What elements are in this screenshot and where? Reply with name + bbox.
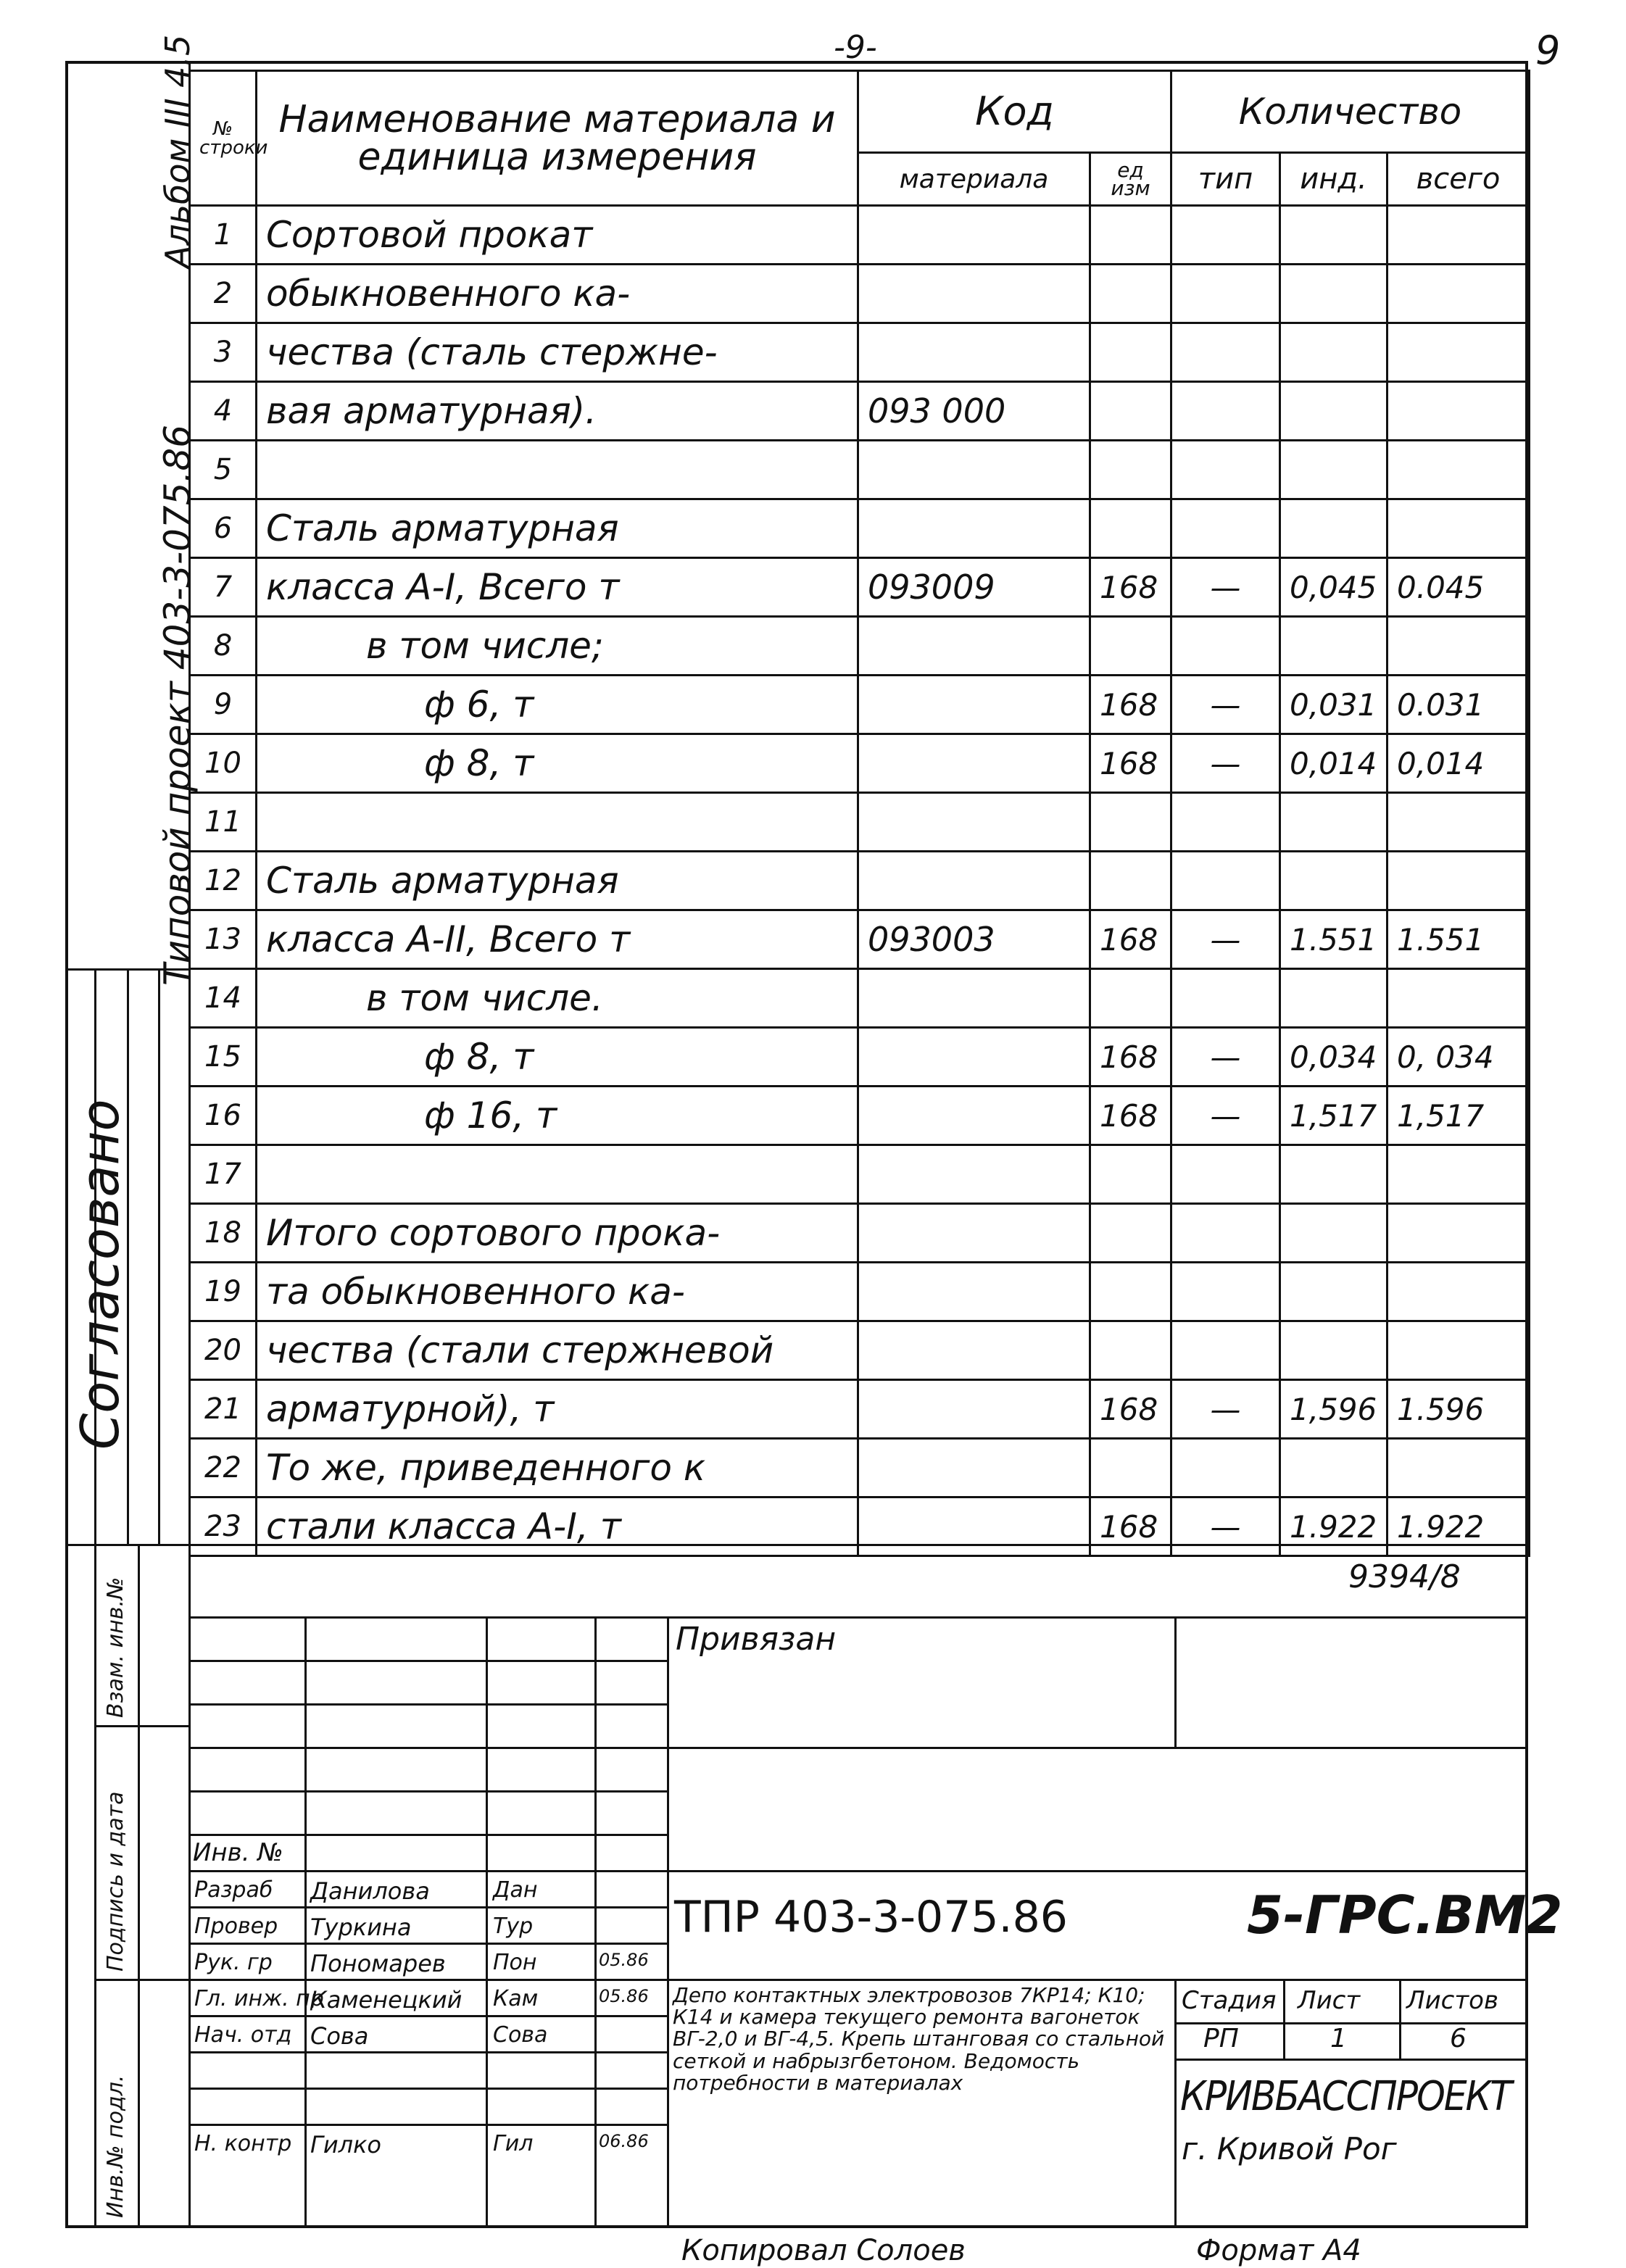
signature-role: Разраб [194,1877,273,1903]
row-number: 13 [190,910,257,969]
material-name: ф 16, т [257,1087,858,1145]
qty-type [1171,852,1280,910]
qty-type [1171,1439,1280,1498]
qty-total [1388,441,1530,499]
unit-code: 168 [1090,734,1171,793]
qty-ind: 0,031 [1280,676,1388,734]
city: г. Кривой Рог [1182,2131,1397,2167]
material-code: 093009 [858,558,1090,617]
qty-ind: 1.922 [1280,1498,1388,1556]
qty-total [1388,499,1530,558]
margin-line [65,1544,188,1546]
qty-total: 1.922 [1388,1498,1530,1556]
inv-replace-label: Взам. инв.№ [103,1577,128,1718]
qty-total: 0, 034 [1388,1028,1530,1087]
qty-ind [1280,323,1388,382]
row-number: 23 [190,1498,257,1556]
unit-code [1090,793,1171,852]
material-name: То же, приведенного к [257,1439,858,1498]
header-code-material: материала [858,153,1090,206]
material-code [858,1204,1090,1263]
signature-role: Н. контр [194,2131,292,2156]
signature-name: Данилова [310,1877,430,1905]
sheet-ref: 9394/8 [1348,1558,1461,1595]
tb-line [188,1870,1528,1872]
qty-type [1171,441,1280,499]
margin-line [158,968,160,1544]
table-row [190,1263,1530,1321]
header-quantity: Количество [1171,71,1530,153]
tb-line [188,1747,1528,1749]
tb-line [1174,1979,1177,2228]
material-name: в том числе; [257,617,858,676]
material-name [257,793,858,852]
material-code [858,1145,1090,1204]
material-name: стали класса А-I, т [257,1498,858,1556]
signature-name: Гилко [310,2131,381,2159]
header-row-no: № строки [190,71,257,206]
signature-name: Каменецкий [310,1986,463,2014]
signature-role: Гл. инж. пр [194,1986,324,2011]
qty-total [1388,323,1530,382]
qty-total: 1,517 [1388,1087,1530,1145]
inv-no-label: Инв. № [193,1838,283,1867]
row-number: 9 [190,676,257,734]
row-number: 19 [190,1263,257,1321]
material-name [257,1145,858,1204]
row-number: 2 [190,265,257,323]
paper-format: Формат А4 [1196,2234,1361,2267]
qty-type [1171,1204,1280,1263]
table-row [190,734,1530,793]
qty-ind: 0,045 [1280,558,1388,617]
material-code [858,734,1090,793]
qty-ind [1280,793,1388,852]
qty-type [1171,265,1280,323]
qty-total [1388,1204,1530,1263]
qty-ind [1280,1145,1388,1204]
material-name: Итого сортового прока- [257,1204,858,1263]
qty-ind [1280,852,1388,910]
tb-line [1283,1979,1285,2059]
material-name: Сталь арматурная [257,499,858,558]
project-code: ТПР 403-3-075.86 [674,1892,1068,1943]
tb-line [667,1616,669,2228]
unit-code [1090,1263,1171,1321]
material-code: 093 000 [858,382,1090,441]
row-number: 15 [190,1028,257,1087]
qty-ind [1280,499,1388,558]
unit-code [1090,969,1171,1028]
qty-type: — [1171,558,1280,617]
signature-role: Рук. гр [194,1950,273,1975]
material-name: чества (сталь стержне- [257,323,858,382]
unit-code: 168 [1090,1028,1171,1087]
qty-ind [1280,1439,1388,1498]
margin-line [127,968,129,1544]
qty-type [1171,969,1280,1028]
material-code [858,676,1090,734]
sheets-label: Листов [1406,1986,1499,2015]
header-code-unit: ед изм [1090,153,1171,206]
material-code [858,1263,1090,1321]
material-name: обыкновенного ка- [257,265,858,323]
qty-total [1388,382,1530,441]
material-name: класса А-II, Всего т [257,910,858,969]
header-name: Наименование материала и единица измерения [257,71,858,206]
qty-type [1171,206,1280,265]
table-row [190,1087,1530,1145]
qty-total [1388,617,1530,676]
signature-sign: Тур [493,1914,534,1939]
tb-line [188,1979,1528,1981]
qty-ind: 0,014 [1280,734,1388,793]
material-code [858,852,1090,910]
tb-line [594,1616,597,2228]
copied-by: Копировал Солоев [681,2234,966,2267]
unit-code: 168 [1090,910,1171,969]
signature-date: 05.86 [599,1986,649,2006]
qty-type: — [1171,1087,1280,1145]
qty-total [1388,969,1530,1028]
header-code: Код [858,71,1171,153]
material-code [858,1321,1090,1380]
signature-date-label: Подпись и дата [103,1791,128,1972]
unit-code: 168 [1090,1380,1171,1439]
material-code [858,1439,1090,1498]
material-table [188,70,1530,1557]
table-row [190,852,1530,910]
qty-ind [1280,265,1388,323]
row-number: 16 [190,1087,257,1145]
qty-type: — [1171,1498,1280,1556]
material-code [858,323,1090,382]
qty-type [1171,382,1280,441]
material-code [858,1087,1090,1145]
qty-type [1171,1263,1280,1321]
signature-role: Провер [194,1914,278,1939]
material-code: 093003 [858,910,1090,969]
qty-ind: 1,596 [1280,1380,1388,1439]
table-row [190,206,1530,265]
qty-type [1171,617,1280,676]
corner-mark: 9 [1535,28,1561,73]
qty-total [1388,1145,1530,1204]
qty-total: 1.551 [1388,910,1530,969]
material-name: чества (стали стержневой [257,1321,858,1380]
unit-code [1090,265,1171,323]
material-code [858,1498,1090,1556]
qty-type: — [1171,910,1280,969]
row-number: 14 [190,969,257,1028]
unit-code [1090,1439,1171,1498]
table-row [190,1498,1530,1556]
qty-type: — [1171,734,1280,793]
row-number: 5 [190,441,257,499]
stage-label: Стадия [1182,1986,1277,2015]
qty-total [1388,265,1530,323]
stage-value: РП [1203,2024,1239,2053]
qty-total: 0.031 [1388,676,1530,734]
unit-code [1090,206,1171,265]
table-row [190,1028,1530,1087]
project-label: Типовой проект 403-3-075.86 [157,424,199,986]
table-row [190,1380,1530,1439]
margin-line [138,1544,140,2228]
signature-name: Сова [310,2022,369,2050]
material-name [257,441,858,499]
sheets-value: 6 [1450,2024,1467,2053]
row-number: 22 [190,1439,257,1498]
row-number: 7 [190,558,257,617]
margin-line [94,1725,188,1727]
material-name: в том числе. [257,969,858,1028]
agreed-label: Согласовано [70,1099,130,1450]
material-name: ф 8, т [257,734,858,793]
qty-total [1388,852,1530,910]
unit-code [1090,1145,1171,1204]
signature-date: 05.86 [599,1950,649,1970]
table-row [190,265,1530,323]
row-number: 20 [190,1321,257,1380]
table-row [190,499,1530,558]
qty-ind: 1.551 [1280,910,1388,969]
material-name: Сталь арматурная [257,852,858,910]
qty-total [1388,1439,1530,1498]
material-code [858,499,1090,558]
qty-ind: 0,034 [1280,1028,1388,1087]
tb-line [1174,2059,1528,2061]
table-row [190,617,1530,676]
qty-total [1388,1263,1530,1321]
signature-sign: Дан [493,1877,538,1903]
table-row [190,676,1530,734]
table-row [190,1321,1530,1380]
table-row [190,1204,1530,1263]
material-name: вая арматурная). [257,382,858,441]
unit-code [1090,617,1171,676]
doc-code: 5-ГРС.ВМ2 [1247,1885,1563,1945]
table-row [190,793,1530,852]
margin-line [94,1979,188,1981]
qty-total [1388,1321,1530,1380]
qty-type [1171,323,1280,382]
material-code [858,793,1090,852]
qty-type [1171,499,1280,558]
unit-code: 168 [1090,558,1171,617]
signature-date: 06.86 [599,2131,649,2151]
material-code [858,1028,1090,1087]
header-qty-ind: инд. [1280,153,1388,206]
material-name: арматурной), т [257,1380,858,1439]
qty-ind [1280,206,1388,265]
tb-line [1174,1616,1177,1747]
tb-line [188,1544,1528,1546]
unit-code: 168 [1090,676,1171,734]
material-code [858,617,1090,676]
unit-code: 168 [1090,1498,1171,1556]
signature-sign: Сова [493,2022,548,2048]
table-row [190,323,1530,382]
table-row [190,1145,1530,1204]
inv-orig-label: Инв.№ подл. [103,2074,128,2218]
signature-name: Туркина [310,1914,412,1941]
table-row [190,1439,1530,1498]
qty-ind [1280,969,1388,1028]
table-row [190,382,1530,441]
tb-line [1399,1979,1401,2059]
material-name: та обыкновенного ка- [257,1263,858,1321]
signature-role: Нач. отд [194,2022,292,2048]
material-name: ф 6, т [257,676,858,734]
qty-ind: 1,517 [1280,1087,1388,1145]
row-number: 17 [190,1145,257,1204]
row-number: 18 [190,1204,257,1263]
row-number: 6 [190,499,257,558]
qty-total: 0,014 [1388,734,1530,793]
row-number: 3 [190,323,257,382]
header-qty-type: тип [1171,153,1280,206]
table-row [190,441,1530,499]
row-number: 12 [190,852,257,910]
row-number: 21 [190,1380,257,1439]
sheet-value: 1 [1330,2024,1347,2053]
page-number: -9- [834,29,877,66]
signature-name: Пономарев [310,1950,446,1977]
qty-type [1171,1145,1280,1204]
material-code [858,969,1090,1028]
qty-total: 0.045 [1388,558,1530,617]
table-row [190,969,1530,1028]
table-row [190,910,1530,969]
row-number: 11 [190,793,257,852]
unit-code [1090,852,1171,910]
table-row [190,558,1530,617]
tb-line [188,1616,1528,1619]
album-label: Альбом III 4.5 [158,34,197,268]
unit-code [1090,323,1171,382]
qty-type: — [1171,1380,1280,1439]
document-description: Депо контактных электровозов 7КР14; К10; К14 и камера текущего ремонта вагонеток ВГ-2,0 и ВГ-4,5. Крепь штанговая со стальной сеткой и набрызгбетоном. Ведомость потребности в материалах [673,1983,1165,2095]
signature-sign: Кам [493,1986,539,2011]
qty-total [1388,206,1530,265]
qty-ind [1280,617,1388,676]
signature-sign: Гил [493,2131,534,2156]
qty-type [1171,1321,1280,1380]
unit-code [1090,1204,1171,1263]
tb-line [304,1616,307,2228]
qty-ind [1280,382,1388,441]
tb-line [486,1616,488,2228]
unit-code [1090,499,1171,558]
row-number: 8 [190,617,257,676]
margin-line [94,968,96,2228]
material-code [858,206,1090,265]
material-code [858,441,1090,499]
qty-ind [1280,1321,1388,1380]
header-qty-total: всего [1388,153,1530,206]
unit-code: 168 [1090,1087,1171,1145]
tied-label: Привязан [676,1621,837,1658]
row-number: 10 [190,734,257,793]
qty-type: — [1171,676,1280,734]
unit-code [1090,382,1171,441]
qty-total: 1.596 [1388,1380,1530,1439]
row-number: 1 [190,206,257,265]
material-code [858,265,1090,323]
sheet-label: Лист [1298,1986,1361,2015]
material-name: класса А-I, Всего т [257,558,858,617]
signature-sign: Пон [493,1950,537,1975]
qty-total [1388,793,1530,852]
qty-ind [1280,1204,1388,1263]
qty-ind [1280,1263,1388,1321]
material-name: ф 8, т [257,1028,858,1087]
unit-code [1090,441,1171,499]
organization: КРИВБАССПРОЕКТ [1180,2073,1511,2120]
row-number: 4 [190,382,257,441]
qty-ind [1280,441,1388,499]
qty-type [1171,793,1280,852]
material-code [858,1380,1090,1439]
unit-code [1090,1321,1171,1380]
qty-type: — [1171,1028,1280,1087]
material-name: Сортовой прокат [257,206,858,265]
